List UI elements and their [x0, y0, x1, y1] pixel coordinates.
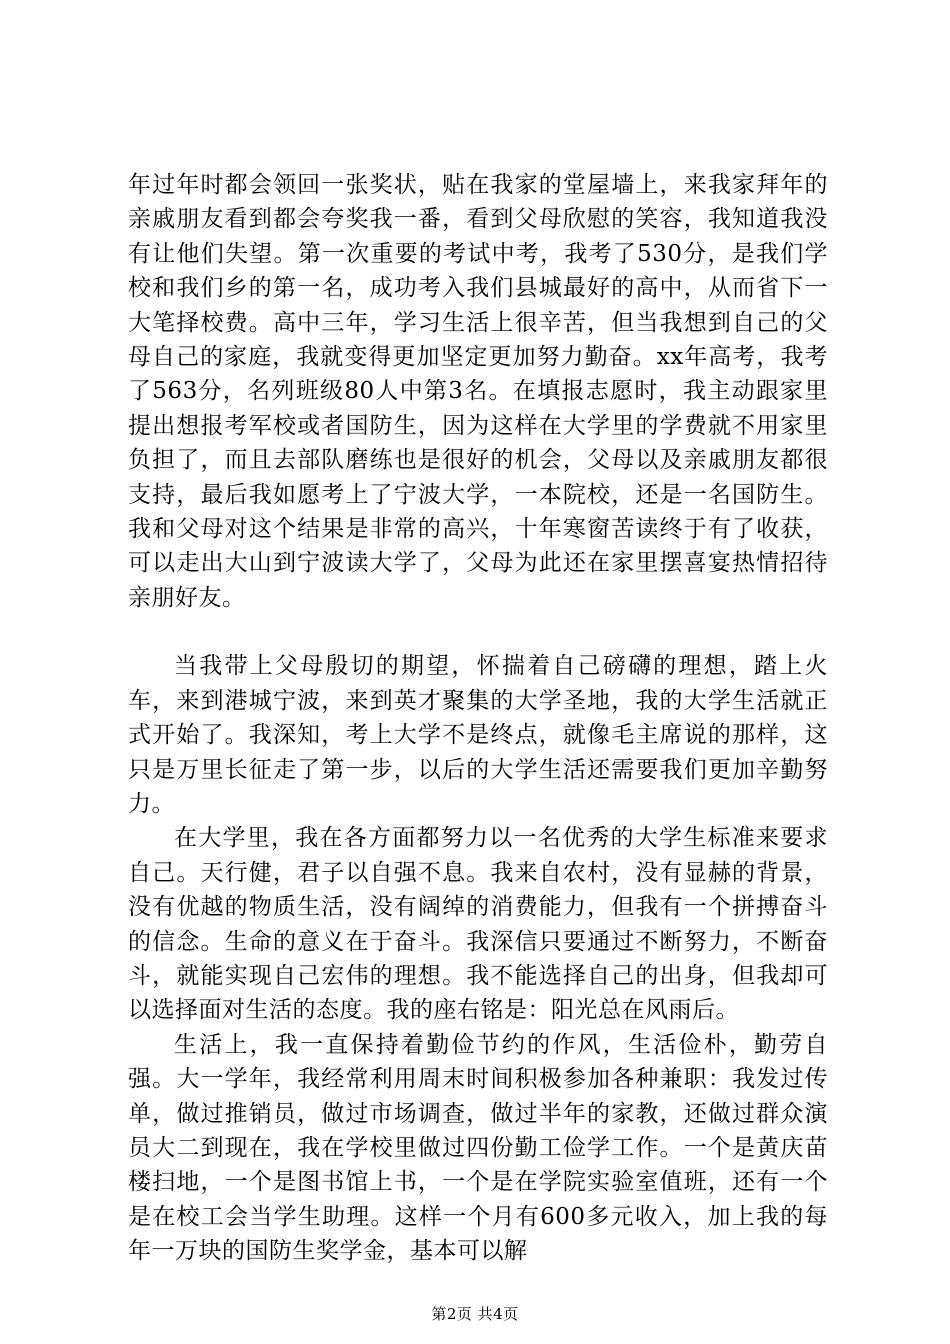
- paragraph-self-discipline: 在大学里，我在各方面都努力以一名优秀的大学生标准来要求自己。天行健，君子以自强不息。我来自农村，没有显赫的背景，没有优越的物质生活，没有阔绰的消费能力，但我有一个拼搏奋斗的信念。生命的意义在于奋斗。我深信只要通过不断努力，不断奋斗，就能实现自己宏伟的理想。我不能选择自己的出身，但我却可以选择面对生活的态度。我的座右铭是：阳光总在风雨后。: [128, 825, 828, 1024]
- paragraph-continued: 年过年时都会领回一张奖状，贴在我家的堂屋墙上，来我家拜年的亲戚朋友看到都会夸奖我一番，看到父母欣慰的笑容，我知道我没有让他们失望。第一次重要的考试中考，我考了530分，是我们学校和我们乡的第一名，成功考入我们县城最好的高中，从而省下一大笔择校费。高中三年，学习生活上很辛苦，但当我想到自己的父母自己的家庭，我就变得更加坚定更加努力勤奋。xx年高考，我考了563分，名列班级80人中第3名。在填报志愿时，我主动跟家里提出想报考军校或者国防生，因为这样在大学里的学费就不用家里负担了，而且去部队磨练也是很好的机会，父母以及亲戚朋友都很支持，最后我如愿考上了宁波大学，一本院校，还是一名国防生。我和父母对这个结果是非常的高兴，十年寒窗苦读终于有了收获，可以走出大山到宁波读大学了，父母为此还在家里摆喜宴热情招待亲朋好友。: [128, 172, 828, 611]
- page-number-footer: 第2页 共4页: [431, 1305, 519, 1323]
- paragraph-life-frugality: 生活上，我一直保持着勤俭节约的作风，生活俭朴，勤劳自强。大一学年，我经常利用周末时间积极参加各种兼职：我发过传单，做过推销员，做过市场调查，做过半年的家教，还做过群众演员大二到现在，我在学校里做过四份勤工俭学工作。一个是黄庆苗楼扫地，一个是图书馆上书，一个是在学院实验室值班，还有一个是在校工会当学生助理。这样一个月有600多元收入，加上我的每年一万块的国防生奖学金，基本可以解: [128, 1031, 828, 1265]
- document-body: [128, 168, 828, 1269]
- paragraph-arrival: 当我带上父母殷切的期望，怀揣着自己磅礴的理想，踏上火车，来到港城宁波，来到英才聚集的大学圣地，我的大学生活就正式开始了。我深知，考上大学不是终点，就像毛主席说的那样，这只是万里长征走了第一步，以后的大学生活还需要我们更加辛勤努力。: [128, 653, 828, 817]
- paragraph-gap: [128, 615, 828, 649]
